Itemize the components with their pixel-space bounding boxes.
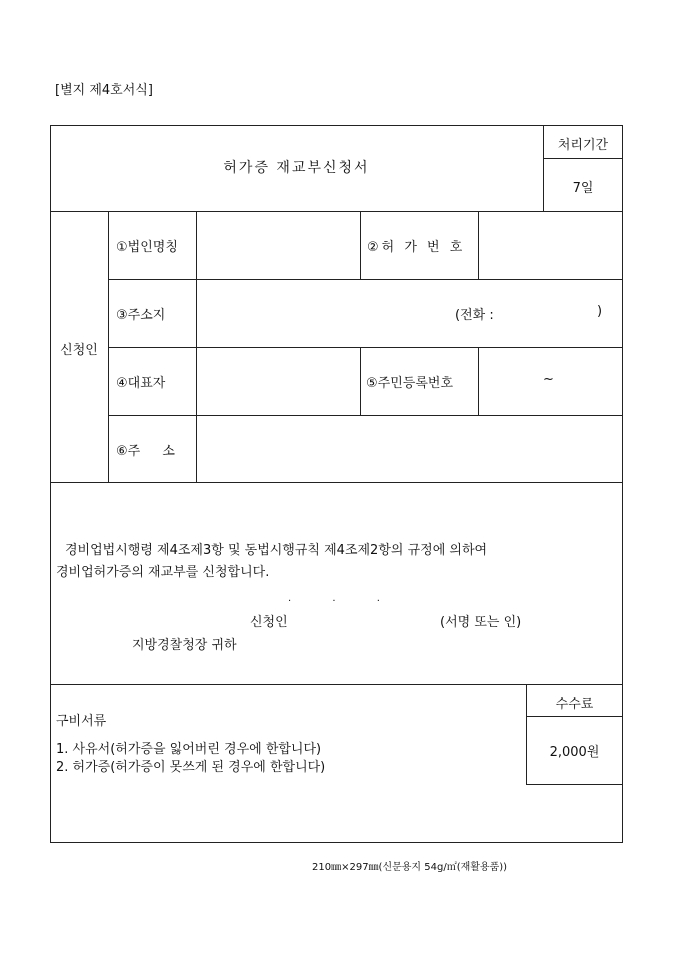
divider bbox=[478, 211, 479, 279]
permit-number-label: ②허 가 번 호 bbox=[367, 240, 466, 255]
divider bbox=[360, 347, 361, 415]
form-number: [별지 제4호서식] bbox=[55, 83, 153, 98]
recipient: 지방경찰청장 귀하 bbox=[132, 638, 237, 653]
address-field[interactable] bbox=[198, 417, 621, 480]
hq-address-field[interactable] bbox=[198, 281, 621, 345]
divider bbox=[108, 279, 623, 280]
divider bbox=[196, 211, 197, 482]
phone-close: ) bbox=[597, 304, 603, 319]
form-title: 허가증 재교부신청서 bbox=[223, 160, 370, 176]
divider bbox=[108, 415, 623, 416]
address-label: ⑥주 소 bbox=[116, 444, 175, 459]
hq-address-label: ③주소지 bbox=[116, 308, 166, 323]
phone-label: (전화 : bbox=[455, 308, 494, 323]
statement-line-2: 경비업허가증의 재교부를 신청합니다. bbox=[56, 565, 270, 580]
divider bbox=[543, 158, 623, 159]
divider bbox=[360, 211, 361, 279]
divider bbox=[50, 482, 623, 483]
statement-line-1: 경비업법시행령 제4조제3항 및 동법시행규칙 제4조제2항의 규정에 의하여 bbox=[65, 543, 488, 558]
representative-label: ④대표자 bbox=[116, 376, 166, 391]
paper-spec-footer: 210㎜×297㎜(신문용지 54g/㎡(재활용품)) bbox=[312, 862, 508, 873]
resident-number-separator: ~ bbox=[543, 372, 554, 387]
divider bbox=[526, 716, 623, 717]
divider bbox=[478, 347, 479, 415]
divider bbox=[50, 211, 623, 212]
fee-label: 수수료 bbox=[555, 697, 594, 712]
applicant-sign-label: 신청인 bbox=[250, 615, 288, 630]
document-item: 2. 허가증(허가증이 못쓰게 된 경우에 한합니다) bbox=[56, 760, 326, 775]
corp-name-field[interactable] bbox=[198, 213, 358, 277]
processing-period-value: 7일 bbox=[572, 181, 594, 196]
divider bbox=[526, 784, 623, 785]
applicant-group-label: 신청인 bbox=[60, 343, 98, 358]
divider bbox=[108, 347, 623, 348]
documents-heading: 구비서류 bbox=[56, 714, 107, 729]
document-item: 1. 사유서(허가증을 잃어버린 경우에 한합니다) bbox=[56, 742, 322, 757]
date-line: . . . bbox=[288, 593, 380, 604]
processing-period-label: 처리기간 bbox=[557, 138, 609, 153]
resident-number-label: ⑤주민등록번호 bbox=[366, 376, 454, 391]
corp-name-label: ①법인명칭 bbox=[116, 240, 178, 255]
divider bbox=[50, 684, 623, 685]
signature-label: (서명 또는 인) bbox=[440, 615, 522, 630]
fee-value: 2,000원 bbox=[549, 745, 600, 760]
representative-field[interactable] bbox=[198, 349, 358, 413]
permit-number-field[interactable] bbox=[480, 213, 621, 277]
